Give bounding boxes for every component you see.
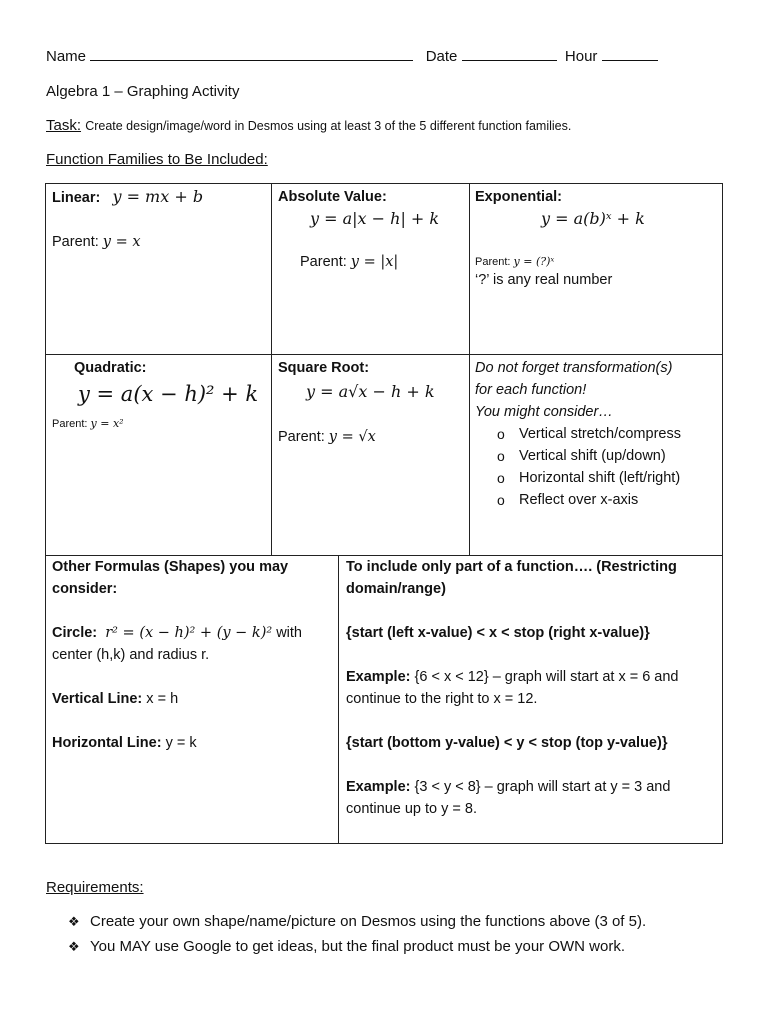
list-item: o Vertical stretch/compress — [519, 423, 720, 445]
exponential-parent-label: Parent: — [475, 256, 511, 268]
four-diamond-star-icon: ❖ — [68, 939, 80, 954]
task-text: Create design/image/word in Desmos using at least 3 of the 5 different function families. — [85, 119, 572, 133]
cell-quadratic — [52, 357, 267, 432]
sqrt-parent-label: Parent: — [278, 429, 325, 445]
requirement-item: ❖ Create your own shape/name/picture on Desmos using the functions above (3 of 5). — [68, 913, 647, 930]
linear-parent-eq: y = x — [102, 234, 141, 250]
date-blank[interactable] — [462, 46, 557, 61]
quadratic-label: Quadratic: — [74, 360, 147, 376]
page-title: Algebra 1 – Graphing Activity — [46, 83, 240, 100]
requirement-item: ❖ You MAY use Google to get ideas, but the final product must be your OWN work. — [68, 938, 626, 955]
requirements-heading: Requirements: — [46, 879, 144, 896]
absolute-parent-eq: y = |x| — [350, 254, 399, 270]
quadratic-parent-label: Parent: — [52, 418, 88, 430]
restrict-heading: To include only part of a function…. (Restricting domain/range) — [346, 559, 677, 597]
hour-blank[interactable] — [602, 46, 658, 61]
sqrt-parent-eq: y = √x — [328, 429, 376, 445]
hour-label: Hour — [564, 48, 598, 65]
cell-absolute-value — [278, 186, 466, 273]
families-heading: Function Families to Be Included: — [46, 151, 268, 168]
absolute-label: Absolute Value: — [278, 189, 387, 205]
example-2-label: Example: — [346, 779, 411, 795]
exponential-label: Exponential: — [475, 189, 563, 205]
exponential-note: ‘?’ is any real number — [475, 272, 613, 288]
cell-square-root — [278, 357, 466, 448]
circle-tail: with center (h,k) and radius r. — [52, 625, 302, 663]
header-line — [46, 46, 658, 65]
circle-label: Circle: — [52, 625, 98, 641]
linear-label: Linear: — [52, 190, 101, 206]
linear-equation: y = mx + b — [112, 187, 204, 206]
absolute-parent-label: Parent: — [300, 254, 347, 270]
list-item: o Horizontal shift (left/right) — [519, 467, 720, 489]
restrict-rule-x: {start (left x-value) < x < stop (right x-value)} — [346, 625, 650, 641]
quadratic-equation: y = a(x − h)² + k — [78, 382, 259, 406]
task-label: Task: — [46, 117, 82, 134]
absolute-equation: y = a|x − h| + k — [310, 209, 440, 228]
transform-line-1: Do not forget transformation(s) — [475, 360, 673, 376]
name-label: Name — [46, 48, 87, 65]
cell-exponential — [475, 186, 720, 291]
linear-parent-label: Parent: — [52, 234, 99, 250]
date-label: Date — [425, 48, 458, 65]
cell-other-formulas — [52, 556, 334, 754]
hline-equation: y = k — [161, 735, 197, 751]
restrict-rule-y: {start (bottom y-value) < y < stop (top y-value)} — [346, 735, 668, 751]
transform-line-2: for each function! — [475, 382, 587, 398]
example-2-text: {3 < y < 8} – graph will start at y = 3 and continue up to y = 8. — [346, 779, 671, 817]
list-item: o Vertical shift (up/down) — [519, 445, 720, 467]
sqrt-equation: y = a√x − h + k — [306, 382, 435, 401]
sqrt-label: Square Root: — [278, 360, 370, 376]
cell-linear — [52, 186, 267, 253]
example-1-label: Example: — [346, 669, 411, 685]
quadratic-parent-eq: y = x² — [90, 417, 124, 430]
vline-label: Vertical Line: — [52, 691, 143, 707]
hline-label: Horizontal Line: — [52, 735, 162, 751]
transform-line-3: You might consider… — [475, 404, 613, 420]
exponential-equation: y = a(b)ˣ + k — [541, 209, 645, 228]
circle-equation: r² = (x − h)² + (y − k)² — [105, 625, 273, 641]
cell-restricting — [346, 556, 718, 820]
vline-equation: x = h — [142, 691, 179, 707]
cell-transformations — [475, 357, 720, 511]
example-1-text: {6 < x < 12} – graph will start at x = 6 and continue to the right to x = 12. — [346, 669, 679, 707]
four-diamond-star-icon: ❖ — [68, 914, 80, 929]
transform-list — [475, 423, 720, 511]
name-blank[interactable] — [90, 46, 413, 61]
list-item: o Reflect over x-axis — [519, 489, 720, 511]
exponential-parent-eq: y = (?)ˣ — [513, 255, 555, 268]
other-heading: Other Formulas (Shapes) you may consider: — [52, 559, 289, 597]
task-line — [46, 117, 571, 134]
